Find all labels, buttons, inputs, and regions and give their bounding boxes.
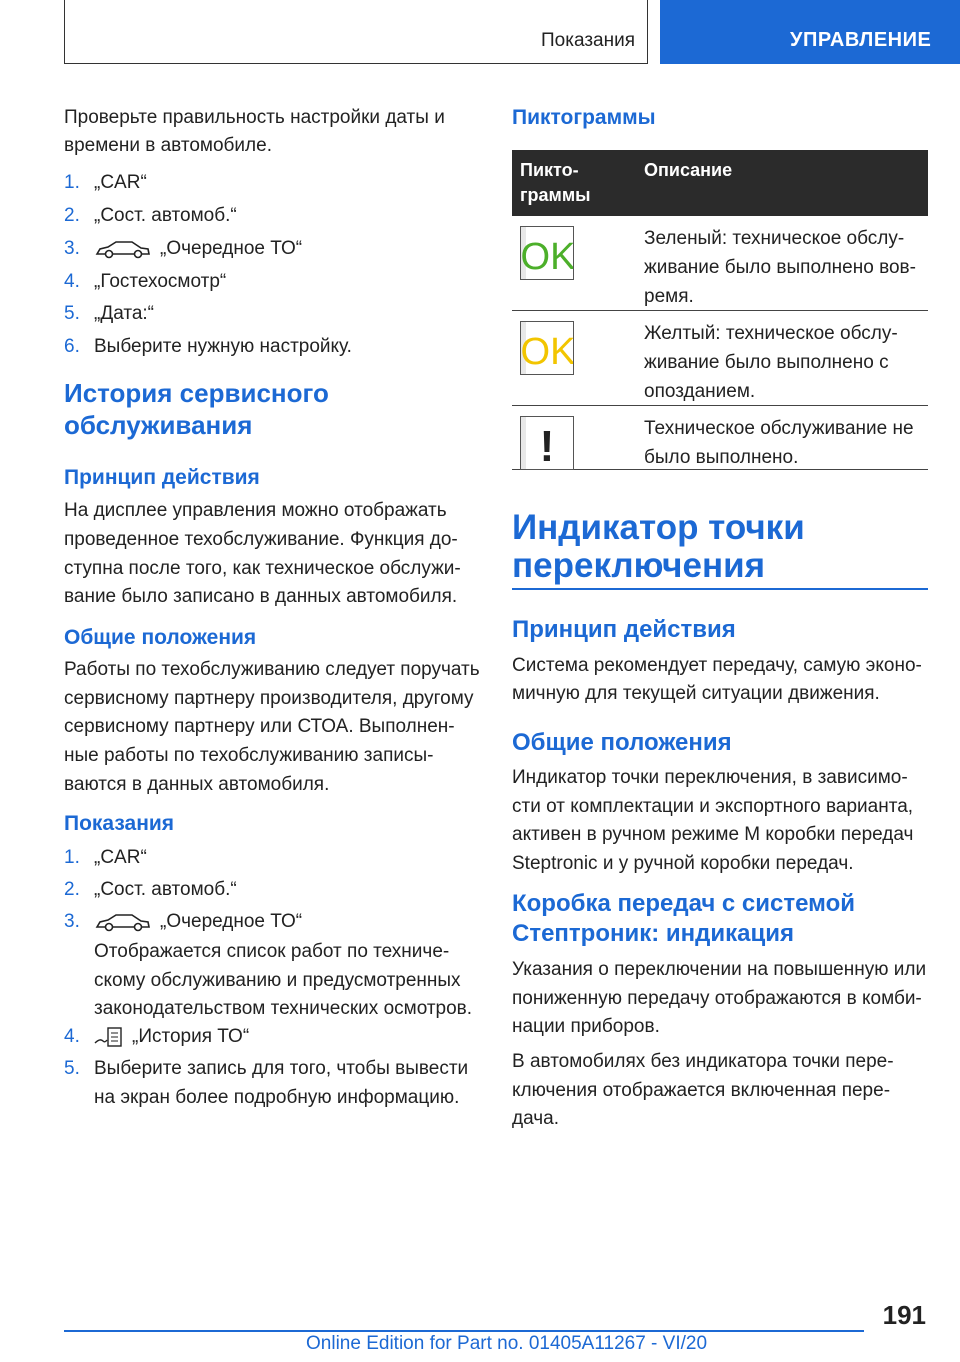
gearbox-text1-line-3: нации приборов. [512, 1016, 660, 1037]
shift-principle-title: Принцип действия [512, 616, 736, 643]
row-description [644, 224, 916, 311]
gearbox-text1-line-2: пониженную передачу отображаются в комби- [512, 988, 922, 1009]
list-text-with-icon [94, 1022, 249, 1051]
header-chapter-label: УПРАВЛЕНИЕ [790, 29, 932, 51]
step3-sub-line-1: Отображается список работ по техниче- [94, 941, 450, 962]
table-row [512, 216, 928, 311]
gearbox-text2-line-2: ключения отображается включенная пере- [512, 1080, 891, 1101]
general-line-5: ваются в данных автомобиля. [64, 774, 330, 795]
principle-line-3: ступна после того, как техническое обслужи- [64, 558, 461, 579]
list-number: 2. [64, 205, 80, 226]
ok-yellow-label: OK [521, 331, 573, 373]
car-icon [94, 911, 152, 933]
principle-line-1: На дисплее управления можно отображать [64, 500, 447, 521]
shift-principle-line-1: Система рекомендует передачу, самую эконо- [512, 655, 922, 676]
shift-indicator-title-line-1: Индикатор точки [512, 508, 805, 547]
list-text: „Гостехосмотр“ [94, 271, 227, 292]
table-header-col1 [520, 158, 591, 208]
list-number: 4. [64, 271, 80, 292]
table-row [512, 311, 928, 406]
list-text: „История ТО“ [132, 1026, 250, 1047]
principle-line-4: вание было записано в данных автомобиля. [64, 586, 458, 607]
table-header-col2: Описание [644, 160, 733, 180]
header-section-title: Показания [541, 30, 635, 51]
list-text: Выберите нужную настройку. [94, 336, 352, 357]
history-title-line-1: История сервисного [64, 378, 329, 408]
row-desc-line: ремя. [644, 286, 694, 307]
list-text: „Дата:“ [94, 303, 155, 324]
principle-line-2: проведенное техобслуживание. Функция до- [64, 529, 458, 550]
general-title: Общие положения [64, 626, 257, 649]
step5-sub-line: на экран более подробную информацию. [94, 1087, 460, 1108]
shift-indicator-title-line-2: переключения [512, 546, 766, 585]
row-desc-line: Желтый: техническое обслу- [644, 323, 898, 344]
list-number: 2. [64, 879, 80, 900]
gearbox-text2-line-1: В автомобилях без индикатора точки пере- [512, 1051, 894, 1072]
list-text: „CAR“ [94, 172, 147, 193]
list-number: 5. [64, 1058, 80, 1079]
exclamation-icon [520, 416, 574, 470]
page-number: 191 [882, 1300, 926, 1330]
table-header [512, 150, 928, 216]
footer-rule [64, 1330, 864, 1332]
ok-green-label: OK [521, 236, 573, 278]
list-number: 4. [64, 1026, 80, 1047]
ok-yellow-icon [520, 321, 574, 375]
row-description [644, 414, 914, 472]
header-chapter-tab[interactable] [660, 0, 960, 64]
list-text: „CAR“ [94, 847, 147, 868]
gearbox-text2-line-3: дача. [512, 1108, 559, 1129]
gearbox-title-line-2: Стептроник: индикация [512, 920, 795, 947]
general-line-2: сервисному партнеру производителя, другому [64, 688, 474, 709]
list-number: 1. [64, 847, 80, 868]
row-desc-line: было выполнено. [644, 447, 799, 468]
service-history-icon [94, 1025, 124, 1049]
exclamation-label: ! [539, 422, 555, 469]
row-desc-line: Зеленый: техническое обслу- [644, 228, 905, 249]
gearbox-text1-line-1: Указания о переключении на повышенную или [512, 959, 927, 980]
intro-line-1: Проверьте правильность настройки даты и [64, 107, 445, 128]
list-text: „Сост. автомоб.“ [94, 205, 237, 226]
car-icon [94, 238, 152, 260]
row-desc-line: живание было выполнено вов- [644, 257, 916, 278]
row-desc-line: опозданием. [644, 381, 756, 402]
list-text-with-icon [94, 907, 302, 936]
step3-sub-line-3: законодательством технических осмотров. [94, 998, 473, 1019]
table-row [512, 406, 928, 470]
shift-general-line-4: Steptronic и у ручной коробки передач. [512, 853, 854, 874]
list-number: 3. [64, 238, 80, 259]
list-text: „Очередное ТО“ [160, 238, 303, 259]
shift-general-line-1: Индикатор точки переключения, в зависимо- [512, 767, 908, 788]
footer-edition: Online Edition for Part no. 01405A11267 - VI/20 [306, 1333, 708, 1354]
readings-title: Показания [64, 812, 175, 835]
shift-general-line-2: сти от комплектации и экспортного варианта, [512, 796, 914, 817]
row-description [644, 319, 898, 406]
principle-title: Принцип действия [64, 466, 260, 489]
list-number: 5. [64, 303, 80, 324]
ok-green-icon [520, 226, 574, 280]
list-text: „Очередное ТО“ [160, 911, 303, 932]
list-text-with-icon [94, 234, 302, 263]
step3-sub-line-2: скому обслуживанию и предусмотренных [94, 970, 461, 991]
list-text: „Сост. автомоб.“ [94, 879, 237, 900]
intro-line-2: времени в автомобиле. [64, 135, 272, 156]
general-line-1: Работы по техобслуживанию следует поручать [64, 659, 480, 680]
row-desc-line: Техническое обслуживание не [644, 418, 914, 439]
header-col1-line-2: граммы [520, 185, 591, 205]
section-divider [512, 588, 928, 590]
history-title-line-2: обслуживания [64, 410, 253, 440]
list-text: Выберите запись для того, чтобы вывести [94, 1058, 469, 1079]
row-desc-line: живание было выполнено с [644, 352, 889, 373]
list-number: 3. [64, 911, 80, 932]
general-line-4: ные работы по техобслуживанию записы- [64, 745, 434, 766]
list-number: 6. [64, 336, 80, 357]
shift-principle-line-2: мичную для текущей ситуации движения. [512, 683, 880, 704]
general-line-3: сервисному партнеру или СТОА. Выполнен- [64, 716, 455, 737]
header-section-box [64, 0, 648, 64]
list-number: 1. [64, 172, 80, 193]
shift-general-title: Общие положения [512, 729, 732, 756]
shift-general-line-3: активен в ручном режиме М коробки передач [512, 824, 914, 845]
header-col1-line-1: Пикто- [520, 160, 579, 180]
pictograms-title: Пиктограммы [512, 106, 656, 129]
gearbox-title-line-1: Коробка передач с системой [512, 890, 856, 917]
